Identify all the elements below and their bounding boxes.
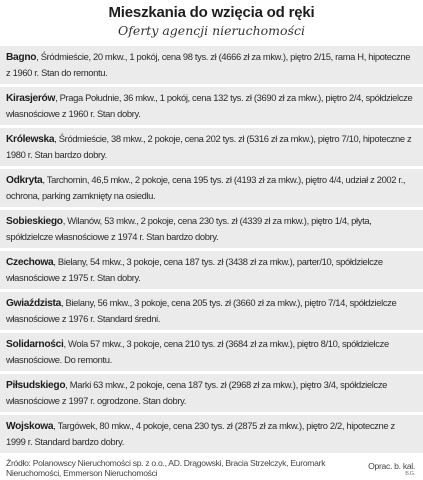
listing-item [0,374,423,412]
credit-note [368,461,415,478]
listing-street: Bagno [6,52,37,63]
listing-item [0,46,423,84]
listing-item [0,292,423,330]
listing-item [0,415,423,453]
credit-initials: B.G. [405,471,415,477]
listing-details: , Śródmieście, 20 mkw., 1 pokój, cena 98 tys. zł (4666 zł za mkw.), piętro 2/15, rama H, hipoteczne z 1960 r. Stan do remontu. [6,51,411,78]
listing-details: , Marki 63 mkw., 2 pokoje, cena 187 tys. zł (2968 zł za mkw.), piętro 3/4, spółdzielcze własnościowe z 1997 r. ogrodzone. Stan dobry. [6,379,388,406]
listing-details: , Wilanów, 53 mkw., 2 pokoje, cena 230 tys. zł (4339 zł za mkw.), piętro 1/4, płyta, spółdzielcze własnościowe z 1974 r. Stan bardzo dobry. [6,215,372,242]
infographic-title: Mieszkania do wzięcia od ręki [108,4,315,21]
listing-street: Piłsudskiego [6,380,66,391]
listing-details: , Śródmieście, 38 mkw., 2 pokoje, cena 202 tys. zł (5316 zł za mkw.), piętro 7/10, hipoteczne z 1980 r. Stan bardzo dobry. [6,133,412,160]
listing-item [0,128,423,166]
source-note: Źródło: Polanowscy Nieruchomości sp. z o.o., AD. Drągowski, Bracia Strzelczyk, Euromark Nieruchomości, Emmerson Nieruchomości [6,458,326,478]
infographic-footer [0,457,423,480]
listing-street: Sobieskiego [6,216,63,227]
listing-item [0,210,423,248]
listing-street: Królewska [6,134,55,145]
listing-details: , Targówek, 80 mkw., 4 pokoje, cena 230 tys. zł (2875 zł za mkw.), piętro 2/2, hipoteczne z 1999 r. Standard bardzo dobry. [6,420,395,447]
listing-details: , Bielany, 54 mkw., 3 pokoje, cena 187 tys. zł (3438 zł za mkw.), parter/10, spółdzielcze własnościowe z 1975 r. Stan dobry. [6,256,383,283]
listing-item [0,87,423,125]
listing-street: Kirasjerów [6,93,56,104]
infographic-header [0,0,423,46]
listing-item [0,169,423,207]
listing-details: , Tarchomin, 46,5 mkw., 2 pokoje, cena 195 tys. zł (4193 zł za mkw.), piętro 4/4, udział z 2002 r., ochrona, parking zamknięty na osiedlu. [6,174,406,201]
listing-street: Wojskowa [6,421,54,432]
listing-details: , Bielany, 56 mkw., 3 pokoje, cena 205 tys. zł (3660 zł za mkw.), piętro 7/14, spółdzielcze własnościowe z 1976 r. Standard średni. [6,297,397,324]
listing-street: Odkryta [6,175,43,186]
listing-street: Solidarności [6,339,64,350]
listing-details: , Wola 57 mkw., 3 pokoje, cena 210 tys. zł (3684 zł za mkw.), piętro 8/10, spółdzielcze własnościowe. Do remontu. [6,338,389,365]
infographic-subtitle: Oferty agencji nieruchomości [118,23,305,38]
listing-details: , Praga Południe, 36 mkw., 1 pokój, cena 132 tys. zł (3690 zł za mkw.), piętro 2/4, spółdzielcze własnościowe z 1960 r. Stan dobry. [6,92,413,119]
listing-street: Czechowa [6,257,54,268]
listing-street: Gwiaździsta [6,298,62,309]
listing-item [0,333,423,371]
listing-item [0,251,423,289]
credit-text: Oprac. b. kal. [368,461,415,471]
